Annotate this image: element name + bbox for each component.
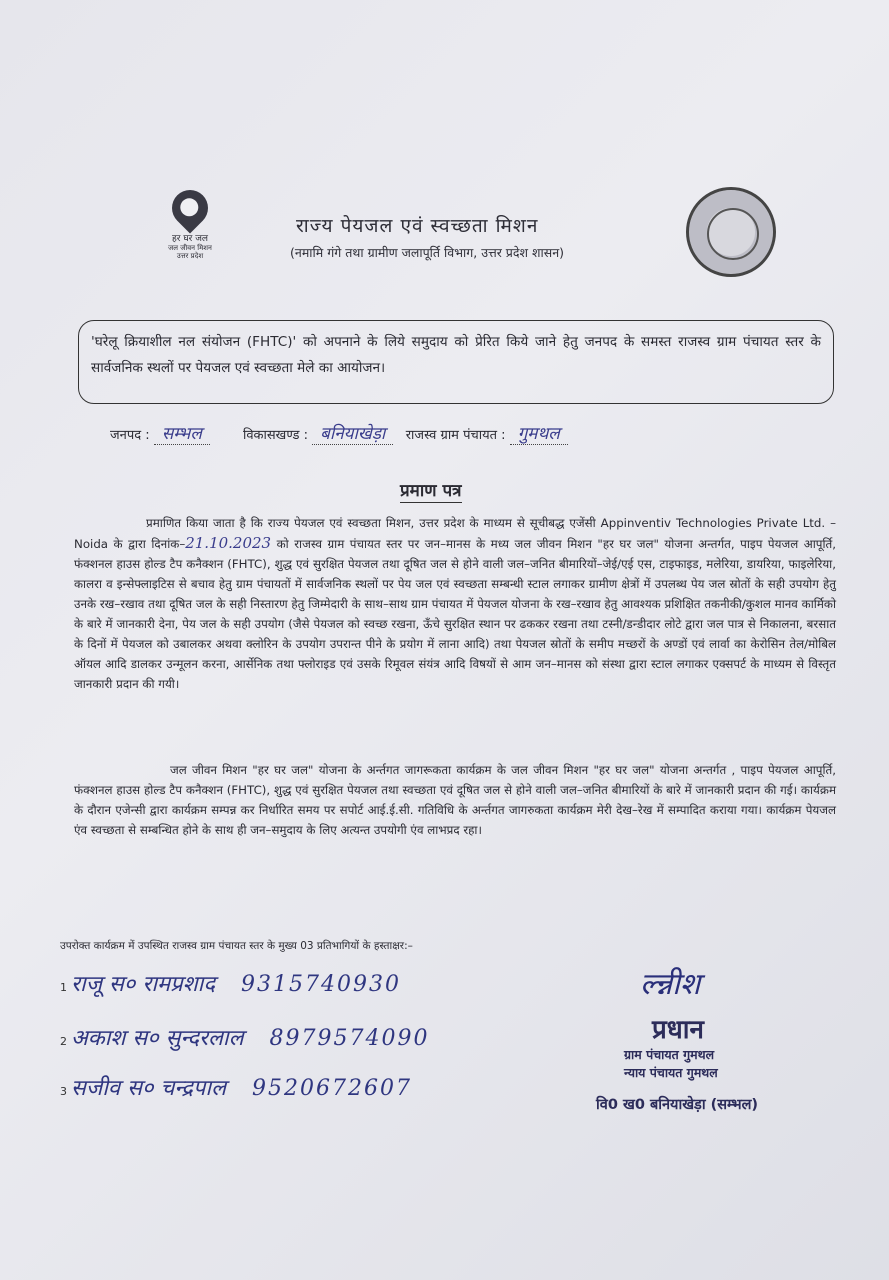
paragraph-1 xyxy=(74,513,836,694)
stamp-panchayat xyxy=(624,1046,718,1082)
water-drop-icon xyxy=(165,183,216,234)
notice-box: 'घरेलू क्रियाशील नल संयोजन (FHTC)' को अपनाने के लिये समुदाय को प्रेरित किये जाने हेतु जनपद के समस्त राजस्व ग्राम पंचायत स्तर के सार्वजनिक स्थलों पर पेयजल एवं स्वच्छता मेले का आयोजन। xyxy=(78,320,834,404)
page-subtitle: (नमामि गंगे तथा ग्रामीण जलापूर्ति विभाग, उत्तर प्रदेश शासन) xyxy=(290,245,565,260)
participant-number: 1 xyxy=(60,981,67,994)
district-value: सम्भल xyxy=(154,424,210,445)
certificate-title: प्रमाण पत्र xyxy=(400,478,462,503)
participant-number: 2 xyxy=(60,1035,67,1048)
panchayat-label: राजस्व ग्राम पंचायत : xyxy=(405,428,506,443)
pradhan-signature: ल्न्नीश xyxy=(640,967,701,1002)
block-value: बनियाखेड़ा xyxy=(312,424,393,445)
stamp-line-3: न्याय पंचायत गुमथल xyxy=(624,1065,718,1080)
participant-phone: 9315740930 xyxy=(241,972,402,997)
paragraph-1-rest: को राजस्व ग्राम पंचायत स्तर पर जन–मानस के मध्य जल जीवन मिशन "हर घर जल" योजना अन्तर्गत, पाइप पेयजल आपूर्ति, फंक्शनल हाउस होल्ड टैप कनैक्शन (FHTC), शुद्ध एवं सुरक्षित पेयजल तथा दूषित जल से होने वाली जल–जनित बीमारियों–जेई/एई एस, टाइफाइड, मलेरिया, डायरिया, फाइलेरिया, कालरा व इन्सेफ्लाइटिस से बचाव हेतु ग्राम पंचायतों में सार्वजनिक स्थलों पर पेय जल एवं स्वच्छता सम्बन्धी स्टाल लगाकर ग्रामीण क्षेत्रों में उपलब्ध पेय जल स्रोतों के सही उपयोग हेतु उनके रख–रखाव तथा दूषित जल के सही निस्तारण हेतु जिम्मेदारी के साथ–साथ ग्राम पंचायत में पेयजल योजना के रख–रखाव हेतु आवश्यक प्रशिक्षित तकनीकी/कुशल मानव कार्मिको के बारे में जानकारी देना, पेय जल के सही उपयोग (जैसे पेयजल को स्वच्छ रखना, ऊँचे सुरक्षित स्थान पर ढककर रखना तथा टस्नी/डन्डीदार लोटे द्वारा जल पात्र से निकालना, बरसात के दिनों में पेयजल को उबालकर अथवा क्लोरिन के उपयोग उपरान्त पीने के प्रयोग में लाना आदि) तथा पेयजल स्रोतों के समीप मच्छरों के अण्डों एवं लार्वा का केरोसिन तेल/मोबिल ऑयल आदि डालकर उन्मूलन करना, आर्सेनिक तथा फ्लोराइड एवं उसके रिमूवल संयंत्र आदि विषयों से आम जन–मानस को संस्था द्वारा स्टाल लगाकर एक्सपर्ट के माध्यम से विस्तृत जानकारी प्रदान की गयी। xyxy=(74,537,836,691)
participant-2 xyxy=(60,1022,430,1052)
logo-caption-3: उत्तर प्रदेश xyxy=(176,252,204,260)
up-government-seal-icon xyxy=(686,187,776,277)
participant-phone: 8979574090 xyxy=(269,1026,430,1051)
har-ghar-jal-logo xyxy=(160,190,220,260)
participant-1 xyxy=(60,968,401,998)
logo-caption-2: जल जीवन मिशन xyxy=(168,244,212,252)
stamp-block: वि0 ख0 बनियाखेड़ा (सम्भल) xyxy=(596,1097,759,1113)
location-fields xyxy=(110,421,568,444)
event-date: 21.10.2023 xyxy=(185,534,272,552)
page-title: राज्य पेयजल एवं स्वच्छता मिशन xyxy=(296,215,539,237)
paragraph-2: जल जीवन मिशन "हर घर जल" योजना के अर्न्तगत जागरूकता कार्यक्रम के जल जीवन मिशन "हर घर जल" योजना अन्तर्गत , पाइप पेयजल आपूर्ति, फंक्शनल हाउस होल्ड टैप कनैक्शन (FHTC), शुद्ध एवं सुरक्षित पेयजल तथा स्वच्छता एवं दूषित जल से होने वाली जल–जनित बीमारियों के बारे में जानकारी प्रदान की गई। कार्यक्रम के दौरान एजेन्सी द्वारा कार्यक्रम सम्पन्न कर निर्धारित समय पर सपोर्ट आई.ई.सी. गतिविधि के अर्न्तगत जागरुकता कार्यक्रम मेरी देख–रेख में सम्पादित कराया गया। कार्यक्रम पेयजल एंव स्वच्छता से सम्बन्धित होने के साथ ही जन–समुदाय के लिए अत्यन्त उपयोगी एंव लाभप्रद रहा। xyxy=(74,763,836,837)
participant-name: राजू स० रामप्रशाद xyxy=(71,972,216,997)
participant-number: 3 xyxy=(60,1085,67,1098)
stamp-designation: प्रधान xyxy=(652,1015,704,1045)
participant-name: अकाश स० सुन्दरलाल xyxy=(71,1026,244,1051)
block-label: विकासखण्ड : xyxy=(242,428,308,443)
logo-caption: हर घर जल xyxy=(172,234,208,244)
participant-3 xyxy=(60,1072,412,1102)
signature-intro: उपरोक्त कार्यक्रम में उपस्थित राजस्व ग्राम पंचायत स्तर के मुख्य 03 प्रतिभागियों के हस्ताक्षर:– xyxy=(60,940,413,952)
participant-name: सजीव स० चन्द्रपाल xyxy=(71,1076,226,1101)
paragraph-1-start: प्रमाणित किया जाता है कि राज्य पेयजल एवं स्वच्छता मिशन, उत्तर प्रदेश के माध्यम से सूचीबद्ध एजेंसी Appinventiv Technologies Private Ltd. – Noida के द्वारा दिनांक– xyxy=(74,516,836,551)
district-label: जनपद : xyxy=(110,428,150,443)
participant-phone: 9520672607 xyxy=(252,1076,412,1101)
stamp-line-2: ग्राम पंचायत गुमथल xyxy=(624,1047,715,1062)
panchayat-value: गुमथल xyxy=(510,424,568,445)
